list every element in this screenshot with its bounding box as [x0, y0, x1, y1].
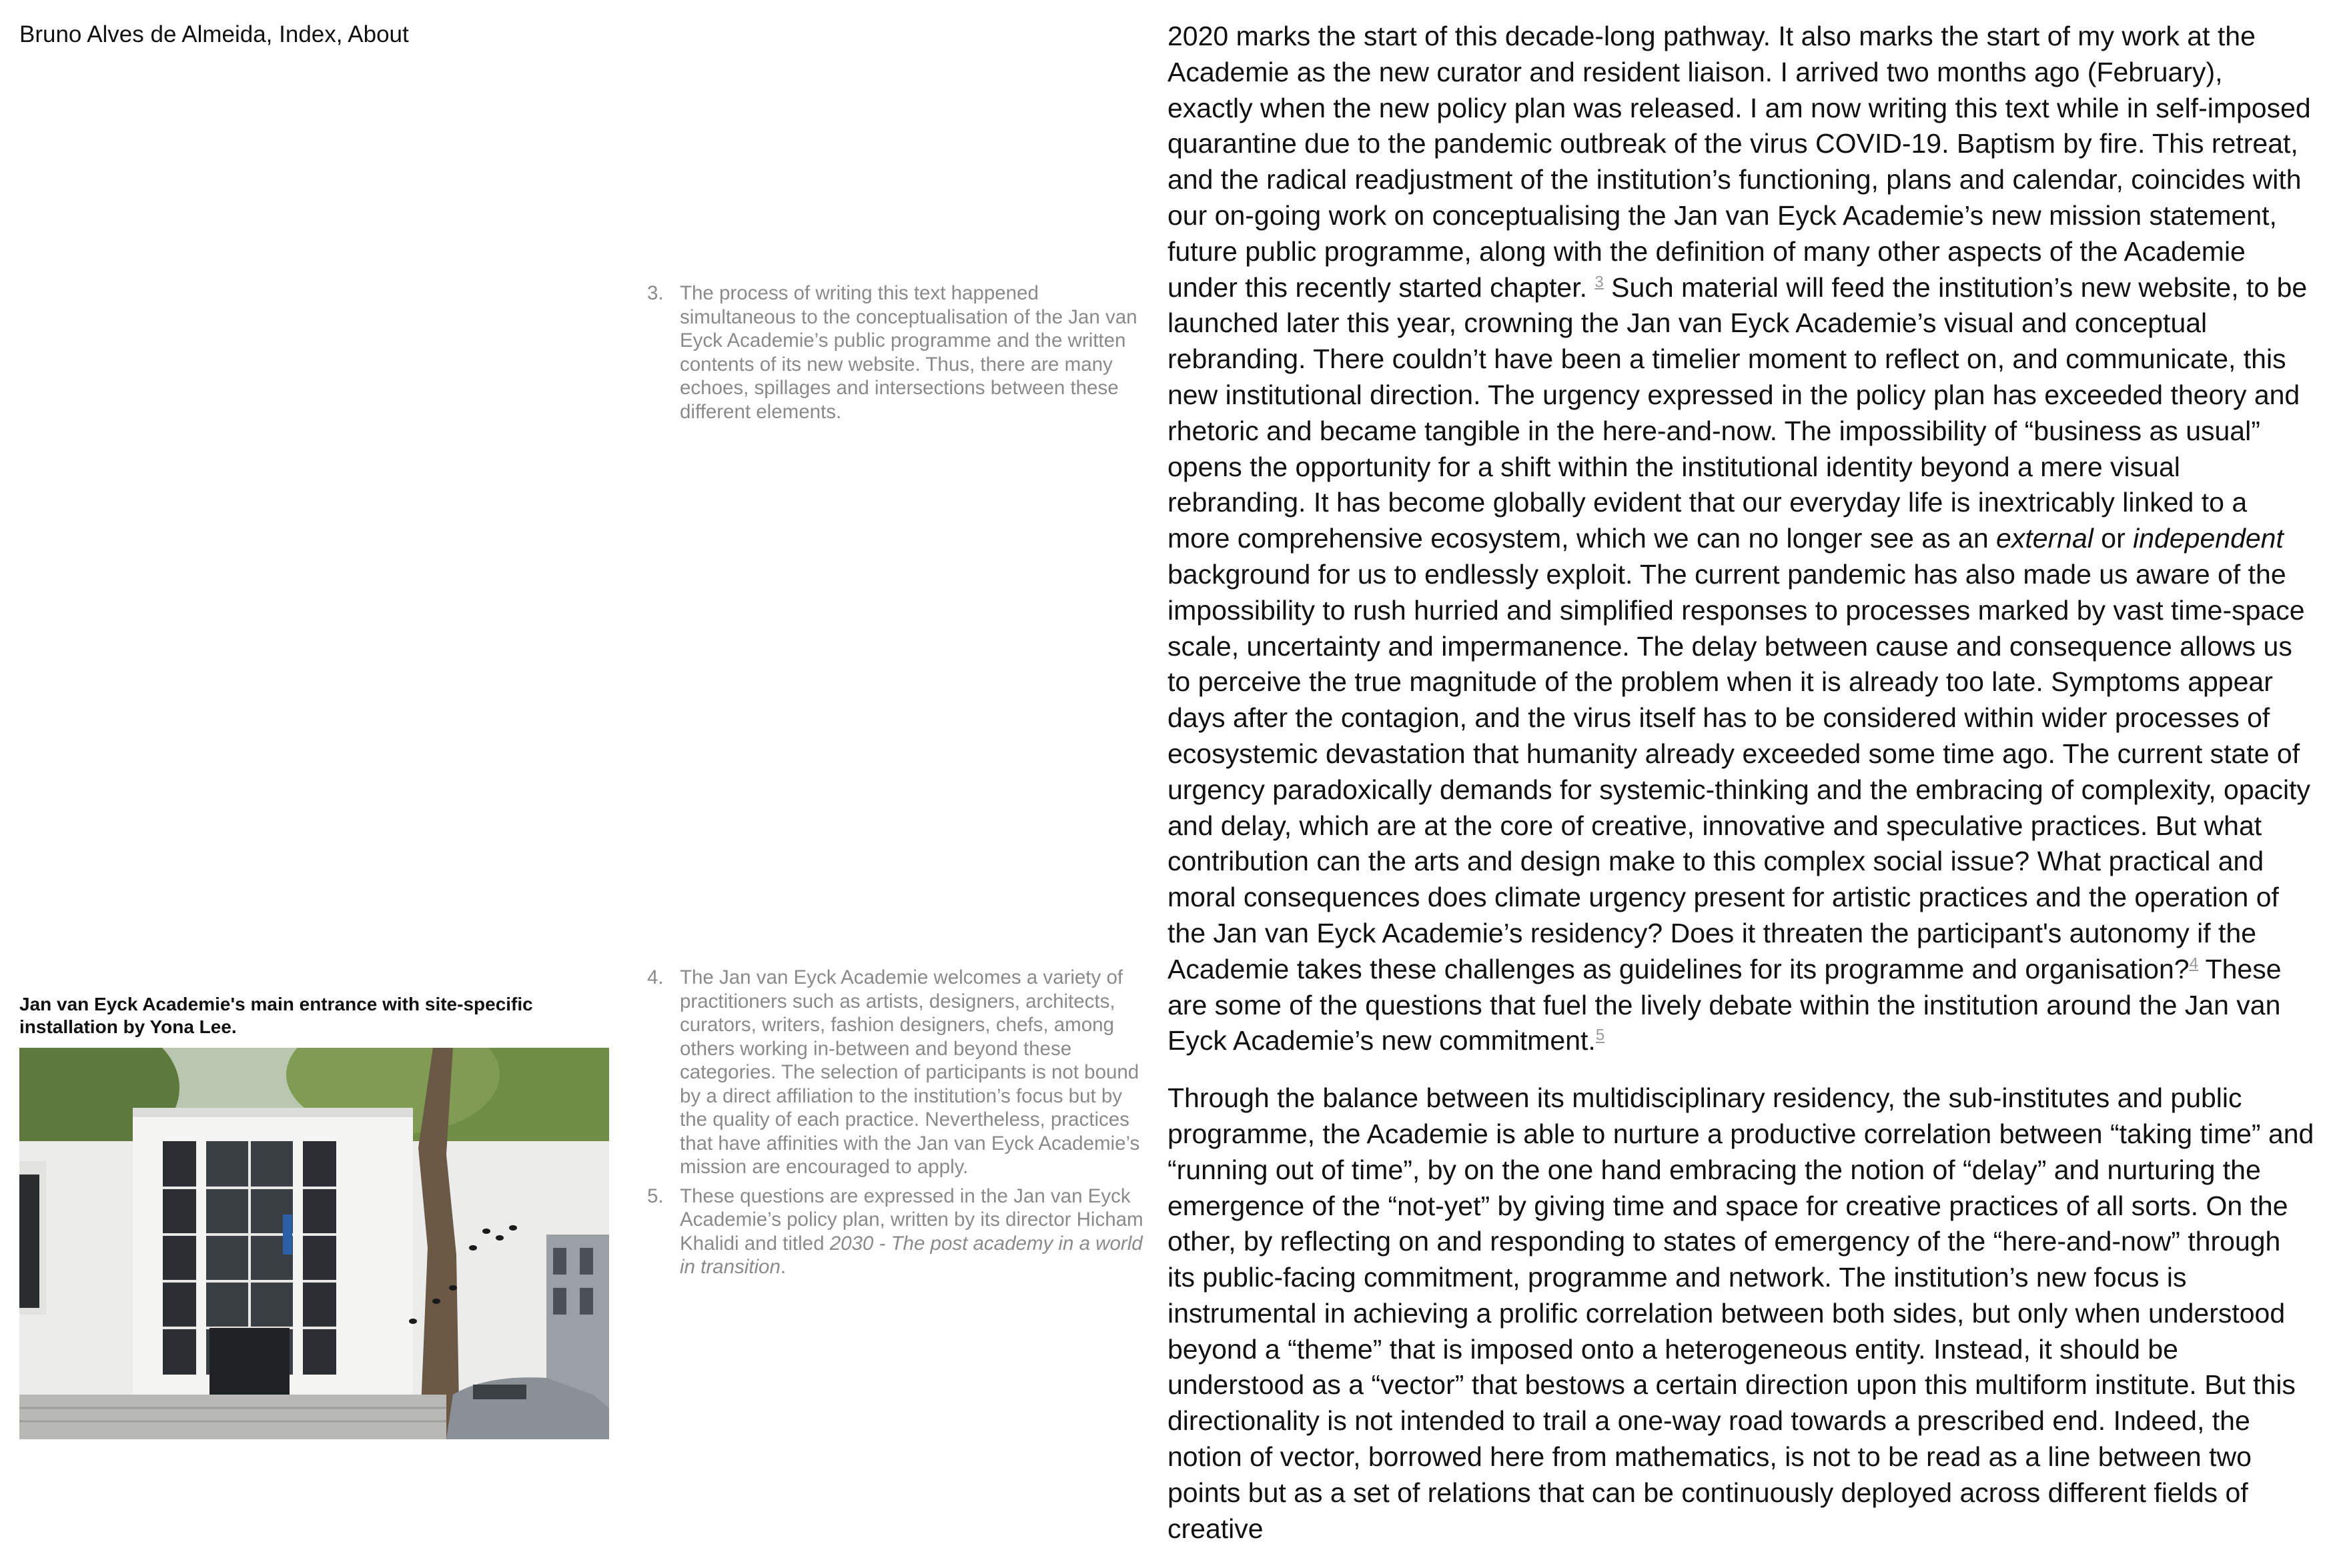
- text-run: Such material will feed the institution’s new website, to be launched later this year, crowning the Jan van Eyck Academie’s visual and conceptual rebranding. There couldn’t have been a timelier moment to reflect on, and communicate, this new institutional direction. The urgency expressed in the policy plan has exceeded theory and rhetoric and became tangible in the here-and-now. The impossibility of “business as usual” opens the opportunity for a shift within the institutional identity beyond a mere visual rebranding. It has become globally evident that our everyday life is inextricably linked to a more comprehensive ecosystem, which we can no longer see as an: [1168, 271, 2308, 554]
- footnote-4: [647, 966, 1143, 1179]
- footnote-text-part: These questions are expressed in the Jan van Eyck Academie’s policy plan, written by its director Hicham Khalidi and titled: [680, 1185, 1143, 1255]
- footnote-text: [680, 1185, 1143, 1279]
- site-nav: [19, 20, 409, 49]
- footnote-text: The process of writing this text happened simultaneous to the conceptualisation of the Jan van Eyck Academie’s public programme and the written contents of its new website. Thus, there are many echoes, spillages and intersections between these different elements.: [680, 282, 1137, 423]
- index-link[interactable]: Index: [279, 21, 336, 47]
- text-run: These are some of the questions that fuel the lively debate within the institution around the Jan van Eyck Academie’s new commitment.: [1168, 953, 2282, 1056]
- text-run: or: [2093, 523, 2134, 554]
- photo-illustration: [19, 1048, 609, 1439]
- nav-separator: ,: [336, 21, 348, 47]
- footnotes-group-bottom: [647, 966, 1143, 1285]
- text-run: 2020 marks the start of this decade-long pathway. It also marks the start of my work at the Academie as the new curator and resident liaison. I arrived two months ago (February), exactly when the new policy plan was released. I am now writing this text while in self-imposed quarantine due to the pandemic outbreak of the virus COVID-19. Baptism by fire. This retreat, and the radical readjustment of the institution’s functioning, plans and calendar, coincides with our on-going work on conceptualising the Jan van Eyck Academie’s new mission statement, future public programme, along with the definition of many other aspects of the Academie under this recently started chapter.: [1168, 21, 2311, 303]
- footnote-number: 3.: [647, 282, 664, 304]
- footnote-ref-5[interactable]: 5: [1595, 1026, 1605, 1044]
- paragraph: [1168, 19, 2315, 1059]
- footnote-text: The Jan van Eyck Academie welcomes a variety of practitioners such as artists, designers, architects, curators, writers, fashion designers, chefs, among others working in-between and beyond these categories. The selection of participants is not bound by a direct affiliation to the institution’s focus but by the quality of each practice. Nevertheless, practices that have affinities with the Jan van Eyck Academie’s mission are encouraged to apply.: [680, 966, 1140, 1178]
- footnote-text-part: .: [780, 1256, 787, 1278]
- footnote-ref-3[interactable]: 3: [1594, 272, 1604, 291]
- nav-separator: ,: [266, 21, 280, 47]
- footnote-number: 4.: [647, 966, 664, 988]
- footnotes-group-top: [647, 281, 1143, 429]
- footnote-ref-4[interactable]: 4: [2189, 954, 2198, 973]
- footnote-5: [647, 1185, 1143, 1279]
- academie-entrance-photo: [19, 1048, 609, 1439]
- author-link[interactable]: Bruno Alves de Almeida: [19, 21, 266, 47]
- paragraph: Through the balance between its multidisciplinary residency, the sub-institutes and public programme, the Academie is able to nurture a productive correlation between “taking time” and “running out of time”, by on the one hand embracing the notion of “delay” and nurturing the emergence of the “not-yet” by giving time and space for creative practices of all sorts. On the other, by reflecting on and responding to states of emergency of the “here-and-now” through its public-facing commitment, programme and network. The institution’s new focus is instrumental in achieving a prolific correlation between both sides, but only when understood beyond a “theme” that is imposed onto a heterogeneous entity. Instead, it should be understood as a “vector” that bestows a certain direction upon this multiform institute. But this directionality is not intended to trail a one-way road towards a prescribed end. Indeed, the notion of vector, borrowed here from mathematics, is not to be read as a line between two points but as a set of relations that can be continuously deployed across different fields of creative: [1168, 1082, 2314, 1544]
- about-link[interactable]: About: [348, 21, 409, 47]
- footnote-3: [647, 281, 1143, 424]
- article-body: [1168, 19, 2315, 1568]
- emphasis: independent: [2133, 523, 2284, 554]
- footnote-title-italic: 2030 - The post academy in a world in transition: [680, 1232, 1143, 1278]
- text-run: background for us to endlessly exploit. The current pandemic has also made us aware of the impossibility to rush hurried and simplified responses to processes marked by vast time-space scale, uncertainty and impermanence. The delay between cause and consequence allows us to perceive the true magnitude of the problem when it is already too late. Symptoms appear days after the contagion, and the virus itself has to be considered within wider processes of ecosystemic devastation that humanity already exceeded some time ago. The current state of urgency paradoxically demands for systemic-thinking and the embracing of complexity, opacity and delay, which are at the core of creative, innovative and speculative practices. But what contribution can the arts and design make to this complex social issue? What practical and moral consequences does climate urgency present for artistic practices and the operation of the Jan van Eyck Academie’s residency? Does it threaten the participant's autonomy if the Academie takes these challenges as guidelines for its programme and organisation?: [1168, 558, 2310, 984]
- figure-caption: Jan van Eyck Academie's main entrance with site-specific installation by Yona Lee.: [19, 994, 533, 1037]
- emphasis: external: [1996, 523, 2093, 554]
- footnote-number: 5.: [647, 1185, 664, 1207]
